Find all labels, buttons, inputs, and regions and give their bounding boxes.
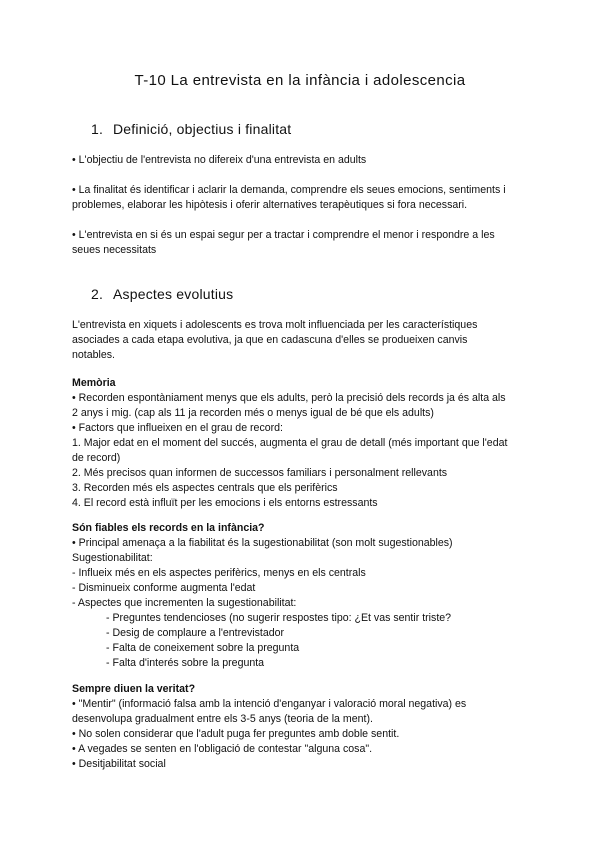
memoria-line: 3. Recorden més els aspectes centrals que els perifèrics xyxy=(72,482,338,494)
memoria-block xyxy=(72,376,512,511)
memoria-line: • Recorden espontàniament menys que els adults, però la precisió dels records ja és alta als 2 anys i mig. (cap als 11 ja recorden més o menys igual de bé que els adults) xyxy=(72,392,506,419)
section-2-heading xyxy=(91,286,233,302)
veritat-line: • A vegades se senten en l'obligació de contestar "alguna cosa". xyxy=(72,743,373,755)
section-1-bullet-2 xyxy=(72,183,512,213)
section-1-bullet-3 xyxy=(72,228,512,258)
fiables-line: - Aspectes que incrementen la sugestionabilitat: xyxy=(72,597,297,609)
section-2-title: Aspectes evolutius xyxy=(113,286,234,302)
memoria-line: 2. Més precisos quan informen de successos familiars i personalment rellevants xyxy=(72,467,448,479)
paragraph: • L'objectiu de l'entrevista no difereix d'una entrevista en adults xyxy=(72,154,367,166)
fiables-subline: - Desig de complaure a l'entrevistador xyxy=(106,627,285,639)
memoria-line: • Factors que influeixen en el grau de record: xyxy=(72,422,283,434)
fiables-subline: - Falta de coneixement sobre la pregunta xyxy=(106,642,300,654)
veritat-line: • No solen considerar que l'adult puga fer preguntes amb doble sentit. xyxy=(72,728,400,740)
section-1-number: 1. xyxy=(91,121,104,137)
memoria-line: 1. Major edat en el moment del succés, augmenta el grau de detall (més important que l'edat de record) xyxy=(72,437,508,464)
fiables-line: - Disminueix conforme augmenta l'edat xyxy=(72,582,256,594)
page-title: T-10 La entrevista en la infància i adolescencia xyxy=(134,72,466,89)
memoria-line: 4. El record està influït per les emocions i els entorns estressants xyxy=(72,497,378,509)
section-1-heading xyxy=(91,121,291,137)
veritat-heading: Sempre diuen la veritat? xyxy=(72,683,196,695)
section-2-number: 2. xyxy=(91,286,104,302)
fiables-heading: Són fiables els records en la infància? xyxy=(72,522,265,534)
paragraph: • L'entrevista en si és un espai segur per a tractar i comprendre el menor i respondre a les seues necessitats xyxy=(72,229,495,256)
paragraph: L'entrevista en xiquets i adolescents es trova molt influenciada per les característiques asociades a cada etapa evolutiva, ja que en cadascuna d'elles se produeixen canvis notables. xyxy=(72,319,478,361)
fiables-subline: - Preguntes tendencioses (no sugerir respostes tipo: ¿Et vas sentir triste? xyxy=(106,612,452,624)
fiables-line: - Influeix més en els aspectes perifèrics, menys en els centrals xyxy=(72,567,366,579)
veritat-block xyxy=(72,682,512,772)
paragraph: • La finalitat és identificar i aclarir la demanda, comprendre els seues emocions, sentiments i problemes, elaborar les hipòtesis i oferir alternatives terapèutiques si fora necessari. xyxy=(72,184,506,211)
section-2-intro xyxy=(72,318,512,363)
veritat-line: • Desitjabilitat social xyxy=(72,758,166,770)
fiables-block xyxy=(72,521,512,671)
fiables-line: • Principal amenaça a la fiabilitat és la sugestionabilitat (son molt sugestionables) xyxy=(72,537,453,549)
memoria-heading: Memòria xyxy=(72,377,116,389)
section-1-title: Definició, objectius i finalitat xyxy=(113,121,292,137)
fiables-subline: - Falta d'interés sobre la pregunta xyxy=(106,657,265,669)
veritat-line: • "Mentir" (informació falsa amb la intenció d'enganyar i valoració moral negativa) es desenvolupa gradualment entre els 3-5 anys (teoria de la ment). xyxy=(72,698,467,725)
fiables-line: Sugestionabilitat: xyxy=(72,552,153,564)
section-1-bullet-1 xyxy=(72,153,512,168)
